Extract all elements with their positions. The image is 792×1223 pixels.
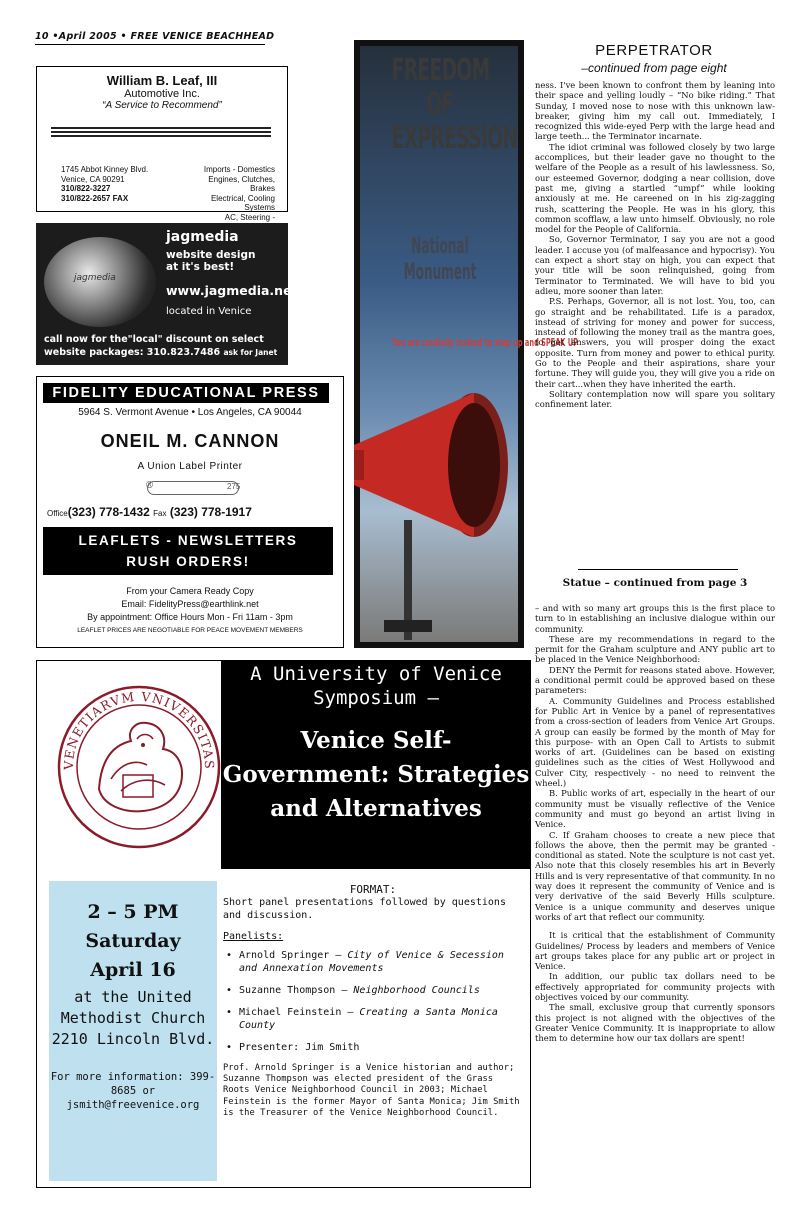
event-details <box>49 881 217 1181</box>
paragraph: B. Public works of art, especially in the heart of our community must be visually reflective of the Venice community and must go beyond an artist living in Venice. <box>535 788 775 830</box>
jag-title: jagmedia <box>166 229 239 245</box>
jagmedia-ad <box>36 223 298 365</box>
paragraph: – and with so many art groups this is the first place to turn to in establishing an inclusive dialogue within our community. <box>535 603 775 634</box>
leaf-address <box>61 165 148 203</box>
panelist-topic: City of Venice & Secession and Annexation Movements <box>239 950 504 974</box>
panelist-item <box>223 949 523 975</box>
banner-line: LEAFLETS - NEWSLETTERS <box>78 533 298 548</box>
freedom-poster <box>354 40 578 648</box>
format-text: Short panel presentations followed by questions and discussion. <box>223 897 506 921</box>
fidelity-note: LEAFLET PRICES ARE NEGOTIABLE FOR PEACE MOVEMENT MEMBERS <box>77 627 303 634</box>
leaf-company: Automotive Inc. <box>124 88 200 100</box>
poster-invite: You are cordially invited to step up and SPEAK UP <box>392 336 578 349</box>
paragraph: A. Community Guidelines and Process established for Public Art in Venice by a panel of representatives from a cross-section of leaders from Venice Art Groups. A group can easily be formed by the month of May for this purpose- with an Open Call to Artists to submit works of art. (Guidelines can be based on existing guidelines such as the cities of West Hollywood and Culver City, respectively - no need to reinvent the wheel.) <box>535 695 775 789</box>
paragraph: These are my recommendations in regard to the permit for the Graham sculpture and ANY public art to be placed in the Venice Neighborhood: <box>535 633 775 665</box>
panelists-bio: Prof. Arnold Springer is a Venice historian and author; Suzanne Thompson was elected president of the Grass Roots Venice Neighborhood Council in 2003; Michael Feinstein is the former Mayor of Santa Monica; Jim Smith is the Treasurer of the Venice Neighborhood Council. <box>223 1063 520 1118</box>
leaf-automotive-ad <box>36 66 288 222</box>
jag-call-line: call now for the"local" discount on select <box>44 334 264 345</box>
jag-lines <box>166 249 255 273</box>
megaphone-icon <box>284 370 534 650</box>
symposium-heading2: Venice Self-Government: Strategies and Alternatives <box>222 727 530 822</box>
office-label: Office <box>47 509 68 518</box>
university-symposium-ad <box>36 660 531 1188</box>
fidelity-email: Email: FidelityPress@earthlink.net <box>121 599 259 609</box>
perpetrator-continued: –continued from page eight <box>581 61 727 75</box>
banner-line: RUSH ORDERS! <box>126 554 250 569</box>
leaf-service-line: AC, Steering - <box>224 212 275 222</box>
event-day: Saturday <box>85 930 181 952</box>
perpetrator-body <box>535 80 775 410</box>
seal-text: VENETIARVM VNIVERSITAS <box>60 688 218 771</box>
panelist-name: Michael Feinstein – <box>239 1007 354 1018</box>
registered-icon: ® <box>145 481 154 491</box>
divider <box>578 569 738 570</box>
panelists-list <box>223 949 523 1054</box>
jag-located: located in Venice <box>166 306 252 317</box>
fidelity-name: FIDELITY EDUCATIONAL PRESS <box>43 383 329 403</box>
paragraph: The small, exclusive group that currently sponsors this project is not aligned with the objectives of the Greater Venice Community. It is inappropriate to allow them to determine how our tax dollars are spent! <box>535 1002 775 1044</box>
panelist-name: Suzanne Thompson – <box>239 985 348 996</box>
fidelity-person: ONEIL M. CANNON <box>100 431 280 451</box>
paragraph: DENY the Permit for reasons stated above. However, a conditional permit could be approved based on these parameters: <box>535 664 775 696</box>
fax-phone: (323) 778-1917 <box>169 505 252 519</box>
page-header: 10 •April 2005 • FREE VENICE BEACHHEAD <box>35 31 265 45</box>
jag-call <box>44 333 277 359</box>
paragraph: Solitary contemplation now will spare you solitary confinement later. <box>535 388 775 410</box>
lion-seal-icon <box>51 679 227 855</box>
leaf-fax: 310/822-2657 FAX <box>61 193 129 203</box>
event-info: For more information: 399-8685 or jsmith@freevenice.org <box>50 1071 216 1111</box>
fidelity-address: 5964 S. Vermont Avenue • Los Angeles, CA 90044 <box>78 407 302 418</box>
statue-body <box>535 603 775 1043</box>
jag-ask: ask for Janet <box>223 348 278 357</box>
fax-label: Fax <box>153 509 167 518</box>
jag-call-line <box>44 346 277 359</box>
panelist-item <box>223 1041 523 1054</box>
statue-title: Statue – continued from page 3 <box>562 577 748 589</box>
panelist-item <box>223 1006 523 1032</box>
panelist-topic: Neighborhood Councils <box>353 985 480 996</box>
leaf-service-line: Electrical, Cooling Systems <box>210 193 275 212</box>
poster-title: FREEDOM OF EXPRESSION <box>391 53 518 156</box>
paragraph: It is critical that the establishment of Community Guidelines/ Process by leaders and members of Venice art groups takes place for any public art or project in Venice. <box>535 930 775 972</box>
event-location: at the United Methodist Church 2210 Lincoln Blvd. <box>51 988 215 1048</box>
paragraph: P.S. Perhaps, Governor, all is not lost. You, too, can go straight and be rehabilitated. Life is a paradox, instead of striving for money and power for success, instead of following the money trail as the mantra goes, to get answers, you will prosper doing the exact opposite. Turn from money and power to ethical purity. Go to the People and their aspirations, share your fortune. They will guide you, they will give you a ride on their cart...when they have inherited the earth. <box>535 296 775 389</box>
jag-url: www.jagmedia.net <box>166 283 298 298</box>
fidelity-union: A Union Label Printer <box>137 461 243 472</box>
stripes-graphic <box>51 127 271 141</box>
paragraph: C. If Graham chooses to create a new piece that follows the above, then the permit may be granted - conditional as stated. Note the sculpture is not cast yet. Also note that this closely resembles his art in Beverly Hills and is very representative of that community. In no way does it represent the community of Venice and is very derivative of the said Beverly Hills sculpture. Venice is a unique community and deserves unique works of art that reflect our community. <box>535 829 775 922</box>
union-bug-icon <box>147 481 239 495</box>
jag-call-phone: website packages: 310.823.7486 <box>44 347 221 358</box>
format-heading: FORMAT: <box>349 883 397 896</box>
panelist-name: Arnold Springer – <box>239 950 342 961</box>
fidelity-detail: From your Camera Ready Copy <box>126 586 254 596</box>
panelists-label: Panelists: <box>223 931 284 942</box>
event-time: 2 – 5 PM <box>87 901 179 923</box>
union-bug-number: 275 <box>227 482 241 491</box>
symposium-heading <box>221 661 531 869</box>
panelist-item <box>223 984 523 997</box>
event-date: April 16 <box>90 959 176 981</box>
panelist-name: Presenter: Jim Smith <box>239 1042 360 1053</box>
leaf-address-line: 1745 Abbot Kinney Blvd. <box>61 165 149 174</box>
leaf-services <box>185 165 275 232</box>
paragraph: So, Governor Terminator, I say you are not a good leader. I accuse you (of malfeasance and hypocrisy). You can expect a short stay on high, you can expect that your title will be soon relinquished, going from Terminator to Terminated. We will have to bid you adieu, more sooner than later. <box>535 234 775 296</box>
paragraph: The idiot criminal was followed closely by two large accomplices, but their leader gave no thought to the welfare of the People as a result of his lawlessness. So, our esteemed Governor, dodging a near collision, dove past me, giving a startled “umpf” while looking anxiously at me. He careened on in his zig-zagging rush, scattering the People. He was in his glory, this common scofflaw, a law unto himself. Obviously, no role model for the People of California. <box>535 141 775 235</box>
leaf-service-line: Imports - Domestics <box>203 165 275 174</box>
leaf-service-line: Engines, Clutches, Brakes <box>208 174 275 193</box>
office-phone: (323) 778-1432 <box>67 505 150 519</box>
jag-line: website design <box>166 249 256 261</box>
leaf-name: William B. Leaf, III <box>106 73 218 88</box>
jagmedia-logo-text: jagmedia <box>74 273 116 283</box>
paragraph: In addition, our public tax dollars need to be effectively appropriated for community projects with objectives voiced by our community. <box>535 971 775 1002</box>
poster-subtitle: National Monument <box>403 234 477 285</box>
jag-line: at it's best! <box>166 261 235 273</box>
panelist-topic: Creating a Santa Monica County <box>239 1007 498 1031</box>
format-section <box>223 883 523 1119</box>
leaf-tagline: “A Service to Recommend” <box>102 100 222 111</box>
paragraph: ness. I've been known to confront them by leaning into their space and yelling loudly – “No bike riding.” That Sunday, I moved nose to nose with this unknown law-breaker, giving him my call out. Immediately, I recognized this wide-eyed Perp with the large head and large teeth... the Terminator incarnate. <box>535 80 775 142</box>
leaf-address-line: Venice, CA 90291 <box>61 174 125 184</box>
leaf-phone: 310/822-3227 <box>61 184 111 193</box>
symposium-heading1: A University of Venice Symposium – <box>250 663 502 709</box>
fidelity-hours: By appointment: Office Hours Mon - Fri 11am - 3pm <box>87 612 293 622</box>
perpetrator-title: PERPETRATOR <box>595 42 713 59</box>
